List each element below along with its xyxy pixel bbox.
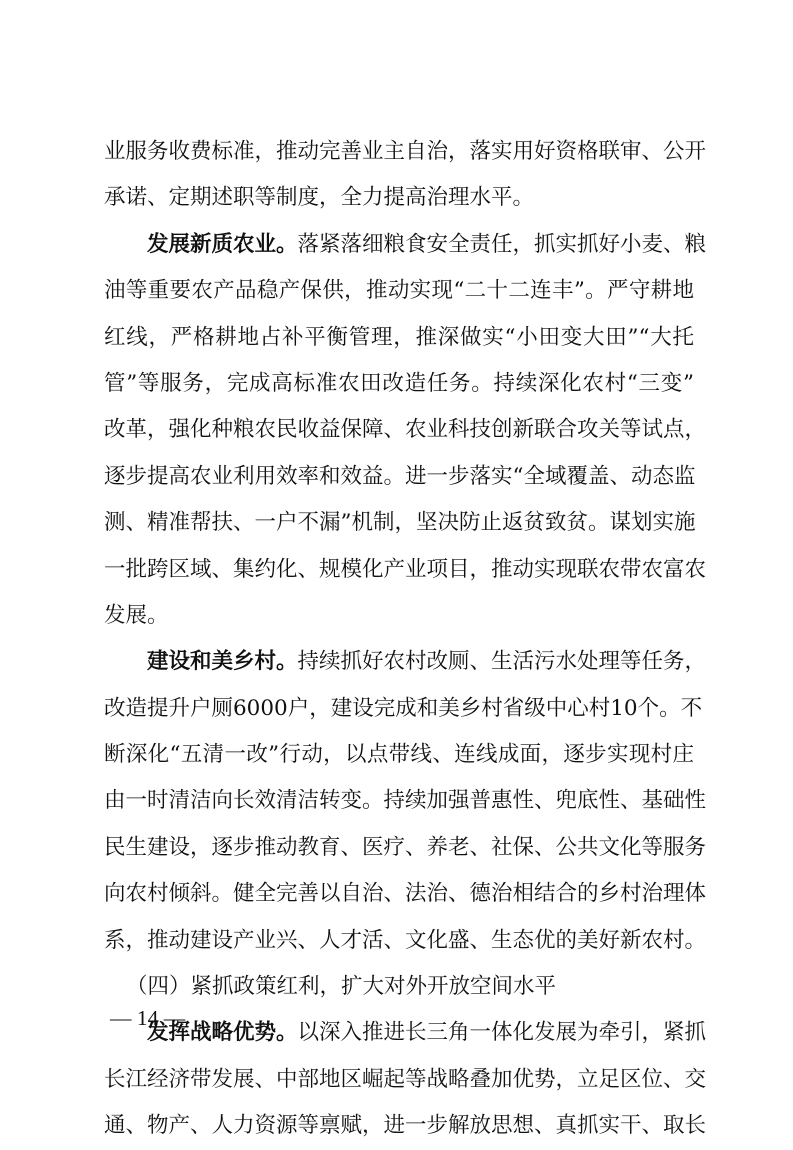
section-heading <box>104 964 694 1010</box>
text-line: 红线，严格耕地占补平衡管理，推深做实“小田变大田”“大托 <box>104 324 694 350</box>
text-line: 断深化“五清一改”行动，以点带线、连线成面，逐步实现村庄 <box>104 742 694 768</box>
text-line: 逐步提高农业利用效率和效益。进一步落实“全域覆盖、动态监 <box>104 463 696 489</box>
text-line: 测、精准帮扶、一户不漏”机制，坚决防止返贫致贫。谋划实施 <box>104 510 696 536</box>
text-line: 民生建设，逐步推动教育、医疗、养老、社保、公共文化等服务 <box>104 834 707 860</box>
text-line: 承诺、定期述职等制度，全力提高治理水平。 <box>104 185 535 211</box>
paragraph-heading: 发挥战略优势。 <box>147 1020 298 1046</box>
text-line: 系，推动建设产业兴、人才活、文化盛、生态优的美好新农村。 <box>104 927 707 953</box>
text-line: 通、物产、人力资源等禀赋，进一步解放思想、真抓实干、取长 <box>104 1113 707 1139</box>
paragraph-first-line <box>104 639 707 685</box>
text-run: 落紧落细粮食安全责任，抓实抓好小麦、粮 <box>297 231 707 257</box>
text-run: 以深入推进长三角一体化发展为牵引，紧抓 <box>297 1020 707 1046</box>
text-line: 向农村倾斜。健全完善以自治、法治、德治相结合的乡村治理体 <box>104 881 707 907</box>
paragraph-heading: 建设和美乡村。 <box>147 649 298 675</box>
section-heading-text: （四）紧抓政策红利，扩大对外开放空间水平 <box>126 974 557 1000</box>
text-run: 持续抓好农村改厕、生活污水处理等任务， <box>297 649 707 675</box>
text-line: 业服务收费标准，推动完善业主自治，落实用好资格联审、公开 <box>104 139 707 164</box>
paragraph-first-line <box>104 222 707 268</box>
text-line: 管”等服务，完成高标准农田改造任务。持续深化农村“三变” <box>104 370 694 396</box>
paragraph-heading: 发展新质农业。 <box>147 231 298 257</box>
page-number: — 14 — <box>110 1006 186 1030</box>
body-text <box>104 129 707 1150</box>
paragraph-first-line <box>104 1010 707 1056</box>
text-line: 由一时清洁向长效清洁转变。持续加强普惠性、兜底性、基础性 <box>104 788 707 814</box>
text-line: 改革，强化种粮农民收益保障、农业科技创新联合攻关等试点， <box>104 417 707 443</box>
text-line: 长江经济带发展、中部地区崛起等战略叠加优势，立足区位、交 <box>104 1066 707 1092</box>
text-line: 油等重要农产品稳产保供，推动实现“二十二连丰”。严守耕地 <box>104 278 694 304</box>
text-line: 改造提升户厕6000户，建设完成和美乡村省级中心村10个。不 <box>104 695 703 721</box>
text-line: 发展。 <box>104 602 169 628</box>
text-line: 一批跨区域、集约化、规模化产业项目，推动实现联农带农富农 <box>104 556 707 582</box>
